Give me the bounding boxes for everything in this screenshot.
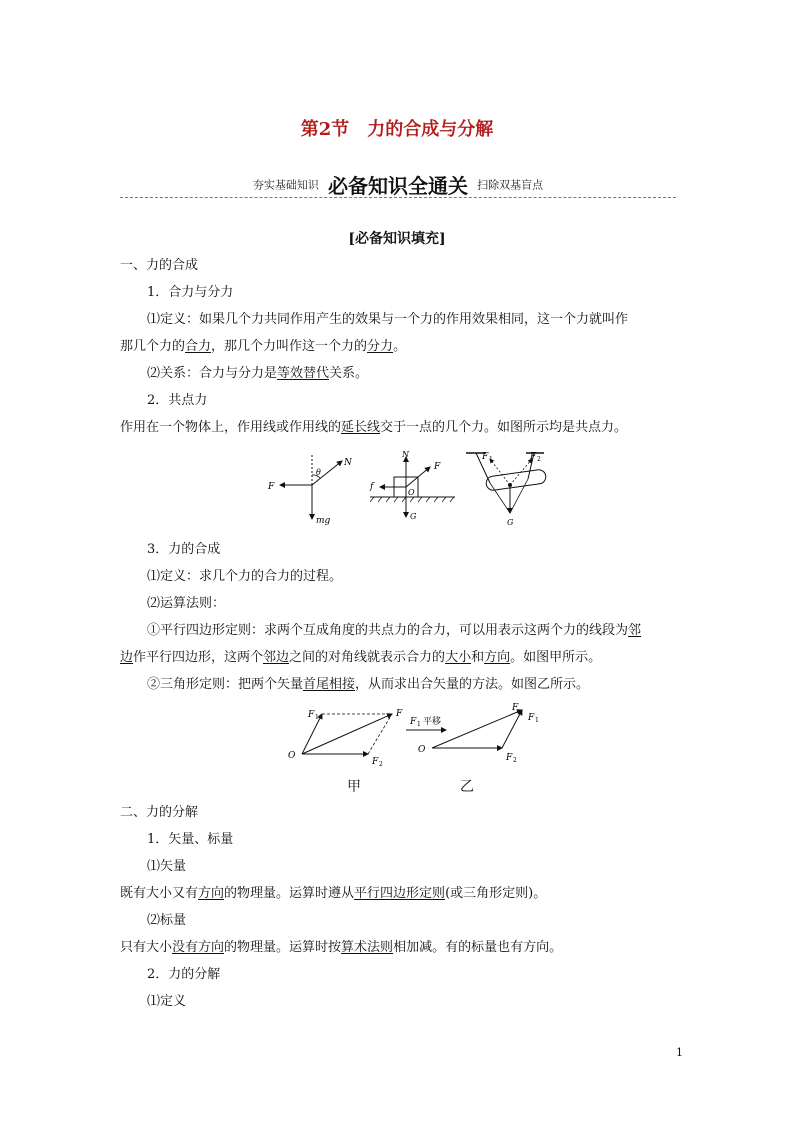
page-number: 1 <box>676 1046 683 1059</box>
concurrent-definition: 作用在一个物体上，作用线或作用线的延长线交于一点的几个力。如图所示均是共点力。 <box>120 420 628 435</box>
operation-rules: ⑵运算法则： <box>147 596 226 611</box>
svg-text:1: 1 <box>315 714 319 721</box>
subheading-composition: 3．力的合成 <box>147 542 221 557</box>
svg-text:1: 1 <box>535 717 539 724</box>
svg-text:F: F <box>268 482 275 492</box>
triangle-rule: ②三角形定则：把两个矢量首尾相接，从而求出合矢量的方法。如图乙所示。 <box>147 677 590 692</box>
concurrent-forces-figure <box>260 445 560 535</box>
subheading-vector-scalar: 1．矢量、标量 <box>147 832 234 847</box>
subheading-concurrent: 2．共点力 <box>147 393 208 408</box>
svg-text:N: N <box>402 450 409 459</box>
svg-text:F: F <box>434 462 441 472</box>
svg-text:F: F <box>410 717 417 727</box>
parallelogram-rule-line-1: ①平行四边形定则：求两个互成角度的共点力的合力，可以用表示这两个力的线段为邻 <box>147 623 642 638</box>
diagram-parallelogram <box>288 709 403 768</box>
banner-right: 扫除双基盲点 <box>477 178 544 192</box>
svg-text:平移: 平移 <box>423 717 442 727</box>
svg-text:θ: θ <box>316 468 321 477</box>
svg-text:F: F <box>372 757 379 767</box>
section-banner <box>120 170 676 204</box>
definition-line-1: ⑴定义：如果几个力共同作用产生的效果与一个力的作用效果相同，这一个力就叫作 <box>147 312 629 327</box>
svg-text:F: F <box>308 710 315 720</box>
page-title: 第2节 力的合成与分解 <box>300 119 494 140</box>
banner-left: 夯实基础知识 <box>252 178 319 192</box>
parallelogram-rule-line-2: 边作平行四边形，这两个邻边之间的对角线就表示合力的大小和方向。如图甲所示。 <box>120 650 602 665</box>
subheading-vector: ⑴矢量 <box>147 859 187 874</box>
svg-text:2: 2 <box>513 757 517 764</box>
scalar-definition: 只有大小没有方向的物理量。运算时按算术法则相加减。有的标量也有方向。 <box>120 940 563 955</box>
subheading-resultant: 1．合力与分力 <box>147 285 234 300</box>
banner-center: 必备知识全通关 <box>328 174 468 198</box>
svg-text:F: F <box>396 709 403 719</box>
svg-text:mg: mg <box>316 516 331 526</box>
svg-text:2: 2 <box>379 761 383 768</box>
diagram-hanging-log <box>466 452 547 527</box>
svg-text:F: F <box>528 713 535 723</box>
composition-definition: ⑴定义：求几个力的合力的过程。 <box>147 569 343 584</box>
svg-text:2: 2 <box>537 456 541 463</box>
relation-line: ⑵关系：合力与分力是等效替代关系。 <box>147 366 369 381</box>
diagram-triangle <box>406 703 539 764</box>
svg-text:F: F <box>512 703 519 713</box>
svg-text:F: F <box>482 452 489 462</box>
subheading-decomposition: 2．力的分解 <box>147 967 221 982</box>
svg-text:G: G <box>507 518 514 527</box>
svg-text:O: O <box>408 488 415 497</box>
svg-text:N: N <box>344 458 352 468</box>
definition-line-2: 那几个力的合力，那几个力叫作这一个力的分力。 <box>120 339 407 354</box>
svg-text:O: O <box>418 745 426 755</box>
heading-decomposition: 二、力的分解 <box>120 805 199 820</box>
decomposition-definition: ⑴定义 <box>147 994 187 1009</box>
subheading-scalar: ⑵标量 <box>147 913 187 928</box>
diagram-incline-forces <box>267 455 353 526</box>
svg-text:F: F <box>530 452 537 462</box>
svg-text:1: 1 <box>417 721 421 728</box>
caption-yi: 乙 <box>460 779 474 795</box>
svg-text:G: G <box>410 512 417 521</box>
svg-text:O: O <box>288 751 296 761</box>
svg-text:1: 1 <box>489 456 493 463</box>
svg-text:f: f <box>370 482 374 492</box>
diagram-block-forces <box>369 450 455 521</box>
vector-addition-figure <box>280 700 550 770</box>
svg-text:F: F <box>506 753 513 763</box>
vector-definition: 既有大小又有方向的物理量。运算时遵从平行四边形定则(或三角形定则)。 <box>120 886 547 901</box>
heading-composition: 一、力的合成 <box>120 258 199 273</box>
section-heading: [必备知识填充] <box>348 231 446 247</box>
caption-jia: 甲 <box>347 779 361 795</box>
